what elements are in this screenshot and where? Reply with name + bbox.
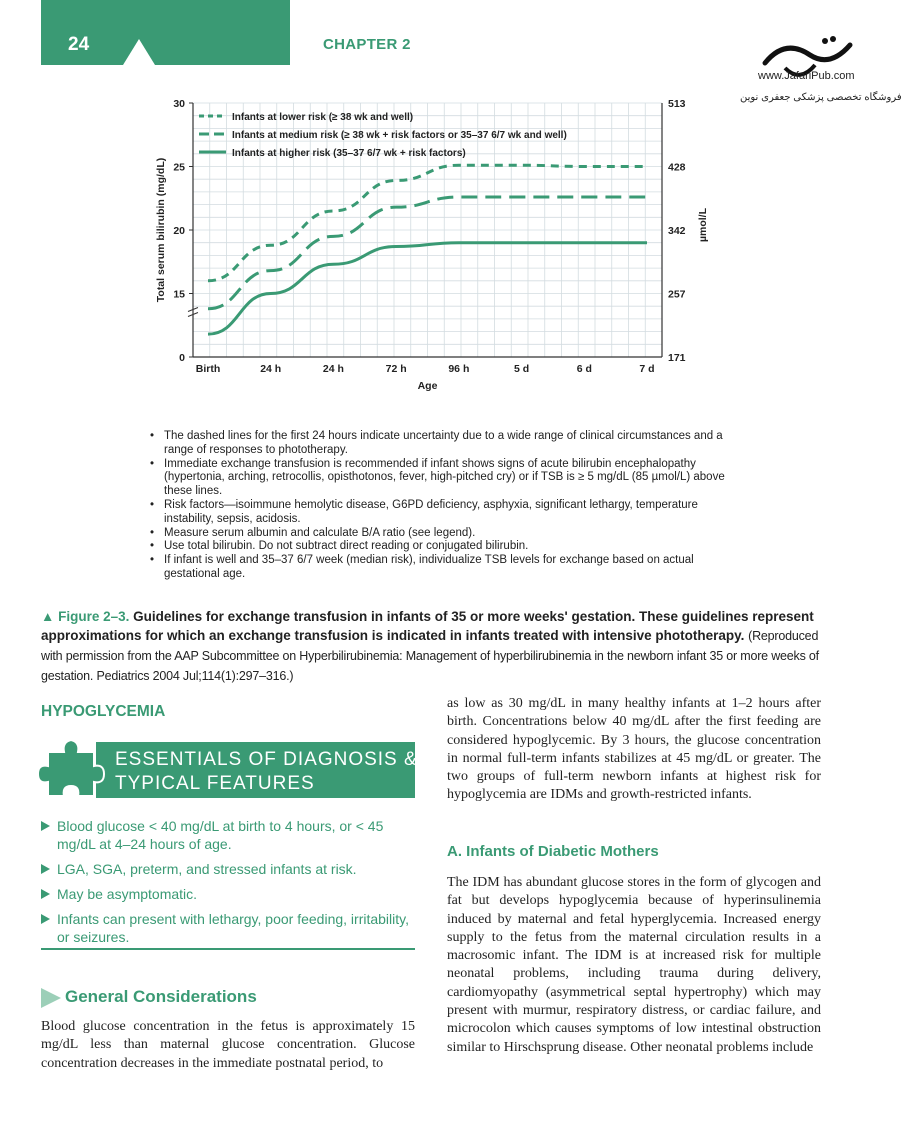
x-tick-label: 24 h (260, 363, 282, 375)
y-tick-label: 20 (173, 225, 185, 237)
figure-note: • Immediate exchange transfusion is recommended if infant shows signs of acute bilirubin encephalopathy (hypertonia, arching, retrocollis, opisthotonos, fever, high-pitched cry) or if TSB is ≥ 5 mg/dL (85 µmol/L) above these lines. (148, 458, 728, 499)
figure-note: • If infant is well and 35–37 6/7 week (median risk), individualize TSB levels for exchange based on actual gestational age. (148, 554, 728, 582)
x-tick-label: Birth (195, 363, 221, 375)
list-item (41, 817, 415, 853)
legend-label: Infants at higher risk (35–37 6/7 wk + risk factors) (232, 148, 466, 159)
caption-text: Guidelines for exchange transfusion in infants of 35 or more weeks' gestation. These guidelines represent approximations for which an exchange transfusion is indicated in infants treated with intensive phototherapy. (41, 609, 814, 643)
legend-label: Infants at medium risk (≥ 38 wk + risk factors or 35–37 6/7 wk and well) (232, 130, 567, 141)
y-tick-label-right: 257 (668, 288, 686, 301)
list-item-text: LGA, SGA, preterm, and stressed infants at risk. (57, 861, 357, 877)
figure-label: ▲ Figure 2–3. (41, 609, 130, 624)
list-item-text: Infants can present with lethargy, poor feeding, irritability, or seizures. (57, 911, 409, 945)
triangle-bullet-icon (41, 821, 50, 831)
essentials-title (115, 748, 418, 796)
exchange-transfusion-chart (0, 0, 913, 420)
figure-note: • Use total bilirubin. Do not subtract direct reading or conjugated bilirubin. (148, 540, 728, 554)
figure-caption (41, 607, 821, 686)
y-tick-label: 25 (173, 161, 185, 174)
y-tick-label: 15 (173, 288, 185, 301)
logo-url: www.JafariPub.com (758, 70, 855, 82)
chart-grid (193, 103, 662, 357)
figure-note: • Risk factors—isoimmune hemolytic disease, G6PD deficiency, asphyxia, significant lethargy, temperature instability, sepsis, acidosis. (148, 499, 728, 527)
x-tick-label: 96 h (448, 363, 470, 375)
essentials-list (41, 817, 415, 953)
x-axis-label: Age (417, 380, 438, 392)
section-title: HYPOGLYCEMIA (41, 703, 166, 720)
y-axis-label: Total serum bilirubin (mg/dL) (155, 157, 167, 303)
x-tick-label: 72 h (385, 363, 407, 375)
y-tick-label: 30 (173, 98, 185, 110)
triangle-bullet-icon (41, 889, 50, 899)
y-tick-label: 0 (179, 352, 185, 364)
legend-label: Infants at lower risk (≥ 38 wk and well) (232, 112, 414, 123)
figure-note: • The dashed lines for the first 24 hours indicate uncertainty due to a wide range of clinical circumstances and a range of responses to phototherapy. (148, 430, 728, 458)
logo-tagline: فروشگاه تخصصی پزشکی جعفری نوین (740, 92, 902, 103)
list-item (41, 885, 415, 903)
body-text-right-2: The IDM has abundant glucose stores in the form of glycogen and fat but develops hypoglycemia because of hyperinsulinemia induced by maternal and fetal hyperglycemia. Increased energy supply to the fetus from the maternal circulation results in a macrosomic infant. The IDM is at increased risk for multiple neonatal problems, including trauma during delivery, cardiomyopathy (asymmetrical septal hypertrophy) which may present with murmur, respiratory distress, or cardiac failure, and microcolon which causes symptoms of low intestinal obstruction similar to Hirschsprung disease. Other neonatal problems include (447, 875, 821, 1055)
x-tick-label: 24 h (322, 363, 344, 375)
page-number: 24 (68, 34, 90, 55)
triangle-bullet-icon (41, 914, 50, 924)
caption-credit: (Reproduced with permission from the AAP Subcommittee on Hyperbilirubinemia: Management of hyperbilirubinemia in the newborn infant 35 or more weeks of gestation. Pediatrics 2004 Jul;114(1):297–316.) (41, 629, 819, 683)
essentials-title-line: TYPICAL FEATURES (115, 773, 315, 794)
puzzle-piece-icon (38, 734, 106, 804)
y-tick-label-right: 342 (668, 225, 686, 237)
triangle-bullet-icon (41, 864, 50, 874)
list-item (41, 860, 415, 878)
x-tick-label: 5 d (513, 363, 530, 375)
essentials-divider (41, 948, 415, 950)
list-item-text: Blood glucose < 40 mg/dL at birth to 4 hours, or < 45 mg/dL at 4–24 hours of age. (57, 818, 384, 852)
general-considerations-title: General Considerations (65, 987, 257, 1006)
x-tick-label: 6 d (576, 363, 592, 375)
subsection-title: A. Infants of Diabetic Mothers (447, 843, 659, 860)
arrow-icon (41, 988, 61, 1008)
x-tick-label: 7 d (639, 363, 655, 375)
list-item-text: May be asymptomatic. (57, 886, 198, 902)
body-text-right: as low as 30 mg/dL in many healthy infants at 1–2 hours after birth. Concentrations below 40 mg/dL after the first feeding are considered hypoglycemic. By 3 hours, the glucose concentration in normal full-term infants stabilizes at 45 mg/dL or greater. The two groups of full-term newborn infants at highest risk for hypoglycemia are IDMs and growth-restricted infants. (447, 696, 821, 803)
y-tick-label-right: 171 (668, 352, 686, 364)
figure-note: • Measure serum albumin and calculate B/A ratio (see legend). (148, 527, 728, 541)
y-tick-label-right: 513 (668, 98, 686, 110)
list-item (41, 910, 415, 946)
figure-notes (148, 430, 728, 582)
y-tick-label-right: 428 (668, 161, 686, 174)
essentials-title-line: ESSENTIALS OF DIAGNOSIS & (115, 749, 418, 770)
y-axis-label-right: µmol/L (697, 207, 709, 243)
chapter-title: CHAPTER 2 (323, 36, 411, 53)
body-text-left: Blood glucose concentration in the fetus is approximately 15 mg/dL less than maternal glucose concentration. Glucose concentration decreases in the immediate postnatal period, to (41, 1019, 415, 1071)
